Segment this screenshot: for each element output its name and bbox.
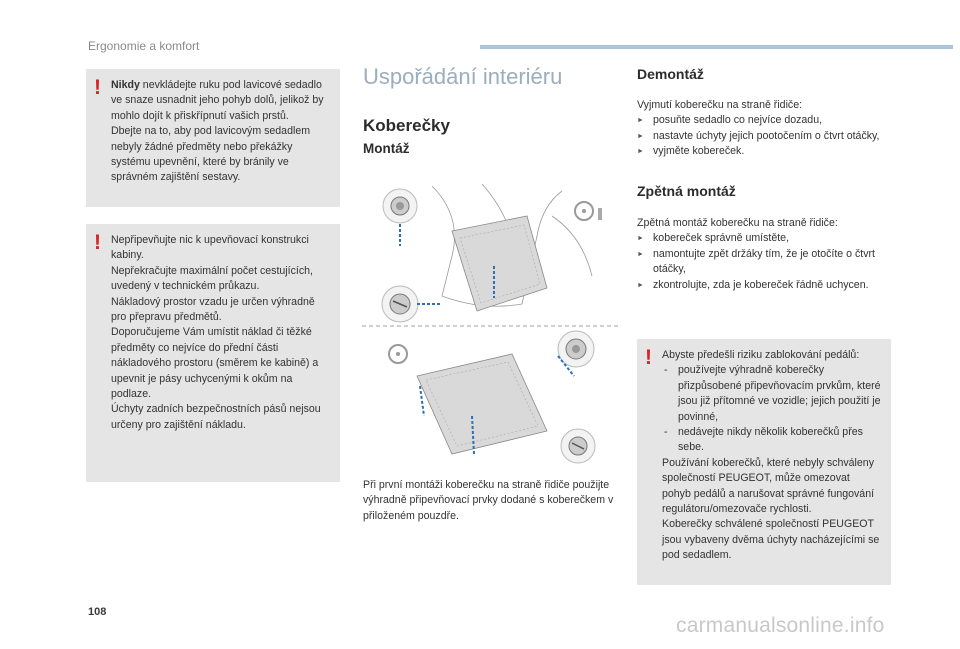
- floor-mat-shape: [417, 354, 547, 454]
- heading-refitting: Zpětná montáž: [637, 183, 736, 199]
- warning-text-rest: nevkládejte ruku pod lavicové sedadlo ve snaze usnadnit jeho pohyb dolů, jelikož by mohlo dojít k přiskřípnutí vašich prstů.: [111, 79, 324, 122]
- warning-emphasis: Nikdy: [111, 79, 140, 91]
- warning-text: Používání koberečků, které nebyly schváleny společností PEUGEOT, může omezovat pohyb pedálů a narušovat správné fungování regulátoru/omezovače rychlosti.: [662, 456, 875, 516]
- removal-intro: Vyjmutí koberečku na straně řidiče:: [637, 99, 803, 111]
- warning-exclamation-icon: !: [94, 76, 101, 99]
- list-item: ► posuňte sedadlo co nejvíce dozadu,: [637, 113, 891, 128]
- list-item: - nedávejte nikdy několik koberečků přes sebe.: [662, 425, 881, 456]
- warning-text: Nepřekračujte maximální počet cestujících, uvedený v technickém průkazu.: [111, 264, 313, 293]
- warning-text: [111, 78, 330, 124]
- list-item: ► nastavte úchyty jejich pootočením o čtvrt otáčky,: [637, 129, 891, 144]
- warning-text: Nákladový prostor vzadu je určen výhradně pro přepravu předmětů.: [111, 295, 315, 324]
- warning-text: Nepřipevňujte nic k upevňovací konstrukci kabiny.: [111, 234, 309, 262]
- floor-mat-illustration: [362, 176, 620, 466]
- section-title: Uspořádání interiéru: [363, 64, 563, 89]
- removal-text: [637, 98, 891, 160]
- watermark: carmanualsonline.info: [676, 614, 885, 637]
- clip-detail-callout: [382, 286, 418, 322]
- removal-steps: [637, 113, 891, 159]
- warning-text: Úchyty zadních bezpečnostních pásů nejsou určeny pro zajištění nákladu.: [111, 403, 321, 431]
- steering-wheel-icon: [575, 202, 593, 220]
- warning-box-pedals: [637, 339, 891, 585]
- header-rule: [480, 45, 953, 49]
- heading-installation: Montáž: [363, 141, 410, 156]
- seat-icon: [598, 208, 602, 220]
- warning-box-bench-seat: [86, 69, 340, 207]
- warning-text: Doporučujeme Vám umístit náklad či těžké předměty co nejvíce do přední části nákladového prostoru (směrem ke kabině) a upevnit je pásy uchycenými k okům na podlaze.: [111, 326, 319, 401]
- heading-removal: Demontáž: [637, 66, 704, 82]
- running-header: Ergonomie a komfort: [88, 39, 200, 53]
- list-item: ► vyjměte kobereček.: [637, 144, 891, 159]
- list-item: ► zkontrolujte, zda je kobereček řádně uchycen.: [637, 278, 891, 293]
- installation-caption: Při první montáži koberečku na straně řidiče použijte výhradně připevňovací prvky dodané s koberečkem v přiloženém pouzdře.: [363, 479, 614, 522]
- warning-list: [662, 363, 881, 455]
- list-item: ► kobereček správně umístěte,: [637, 231, 891, 246]
- steering-wheel-icon: [389, 345, 407, 363]
- clip-detail-callout: [561, 429, 595, 463]
- warning-text: Koberečky schválené společností PEUGEOT jsou vybaveny dvěma úchyty nacházejícími se pod sedadlem.: [662, 518, 880, 562]
- refitting-intro: Zpětná montáž koberečku na straně řidiče:: [637, 217, 838, 229]
- warning-exclamation-icon: !: [645, 346, 652, 369]
- warning-box-cargo: [86, 224, 340, 482]
- list-item: - používejte výhradně koberečky přizpůsobené připevňovacím prvkům, které jsou již přítomné ve vozidle; jejich použití je povinné,: [662, 363, 881, 425]
- warning-exclamation-icon: !: [94, 231, 101, 254]
- heading-mats: Koberečky: [363, 116, 450, 135]
- refitting-steps: [637, 231, 891, 293]
- warning-text: Dbejte na to, aby pod lavicovým sedadlem nebyly žádné předměty nebo překážky systému upevnění, které by bránily ve správném zajištění sestavy.: [111, 125, 311, 184]
- refitting-text: [637, 216, 891, 293]
- clip-detail-callout: [383, 189, 417, 223]
- list-item: ► namontujte zpět držáky tím, že je otočíte o čtvrt otáčky,: [637, 247, 891, 278]
- warning-text: Abyste předešli riziku zablokování pedálů:: [662, 349, 860, 361]
- page-number: 108: [88, 606, 107, 618]
